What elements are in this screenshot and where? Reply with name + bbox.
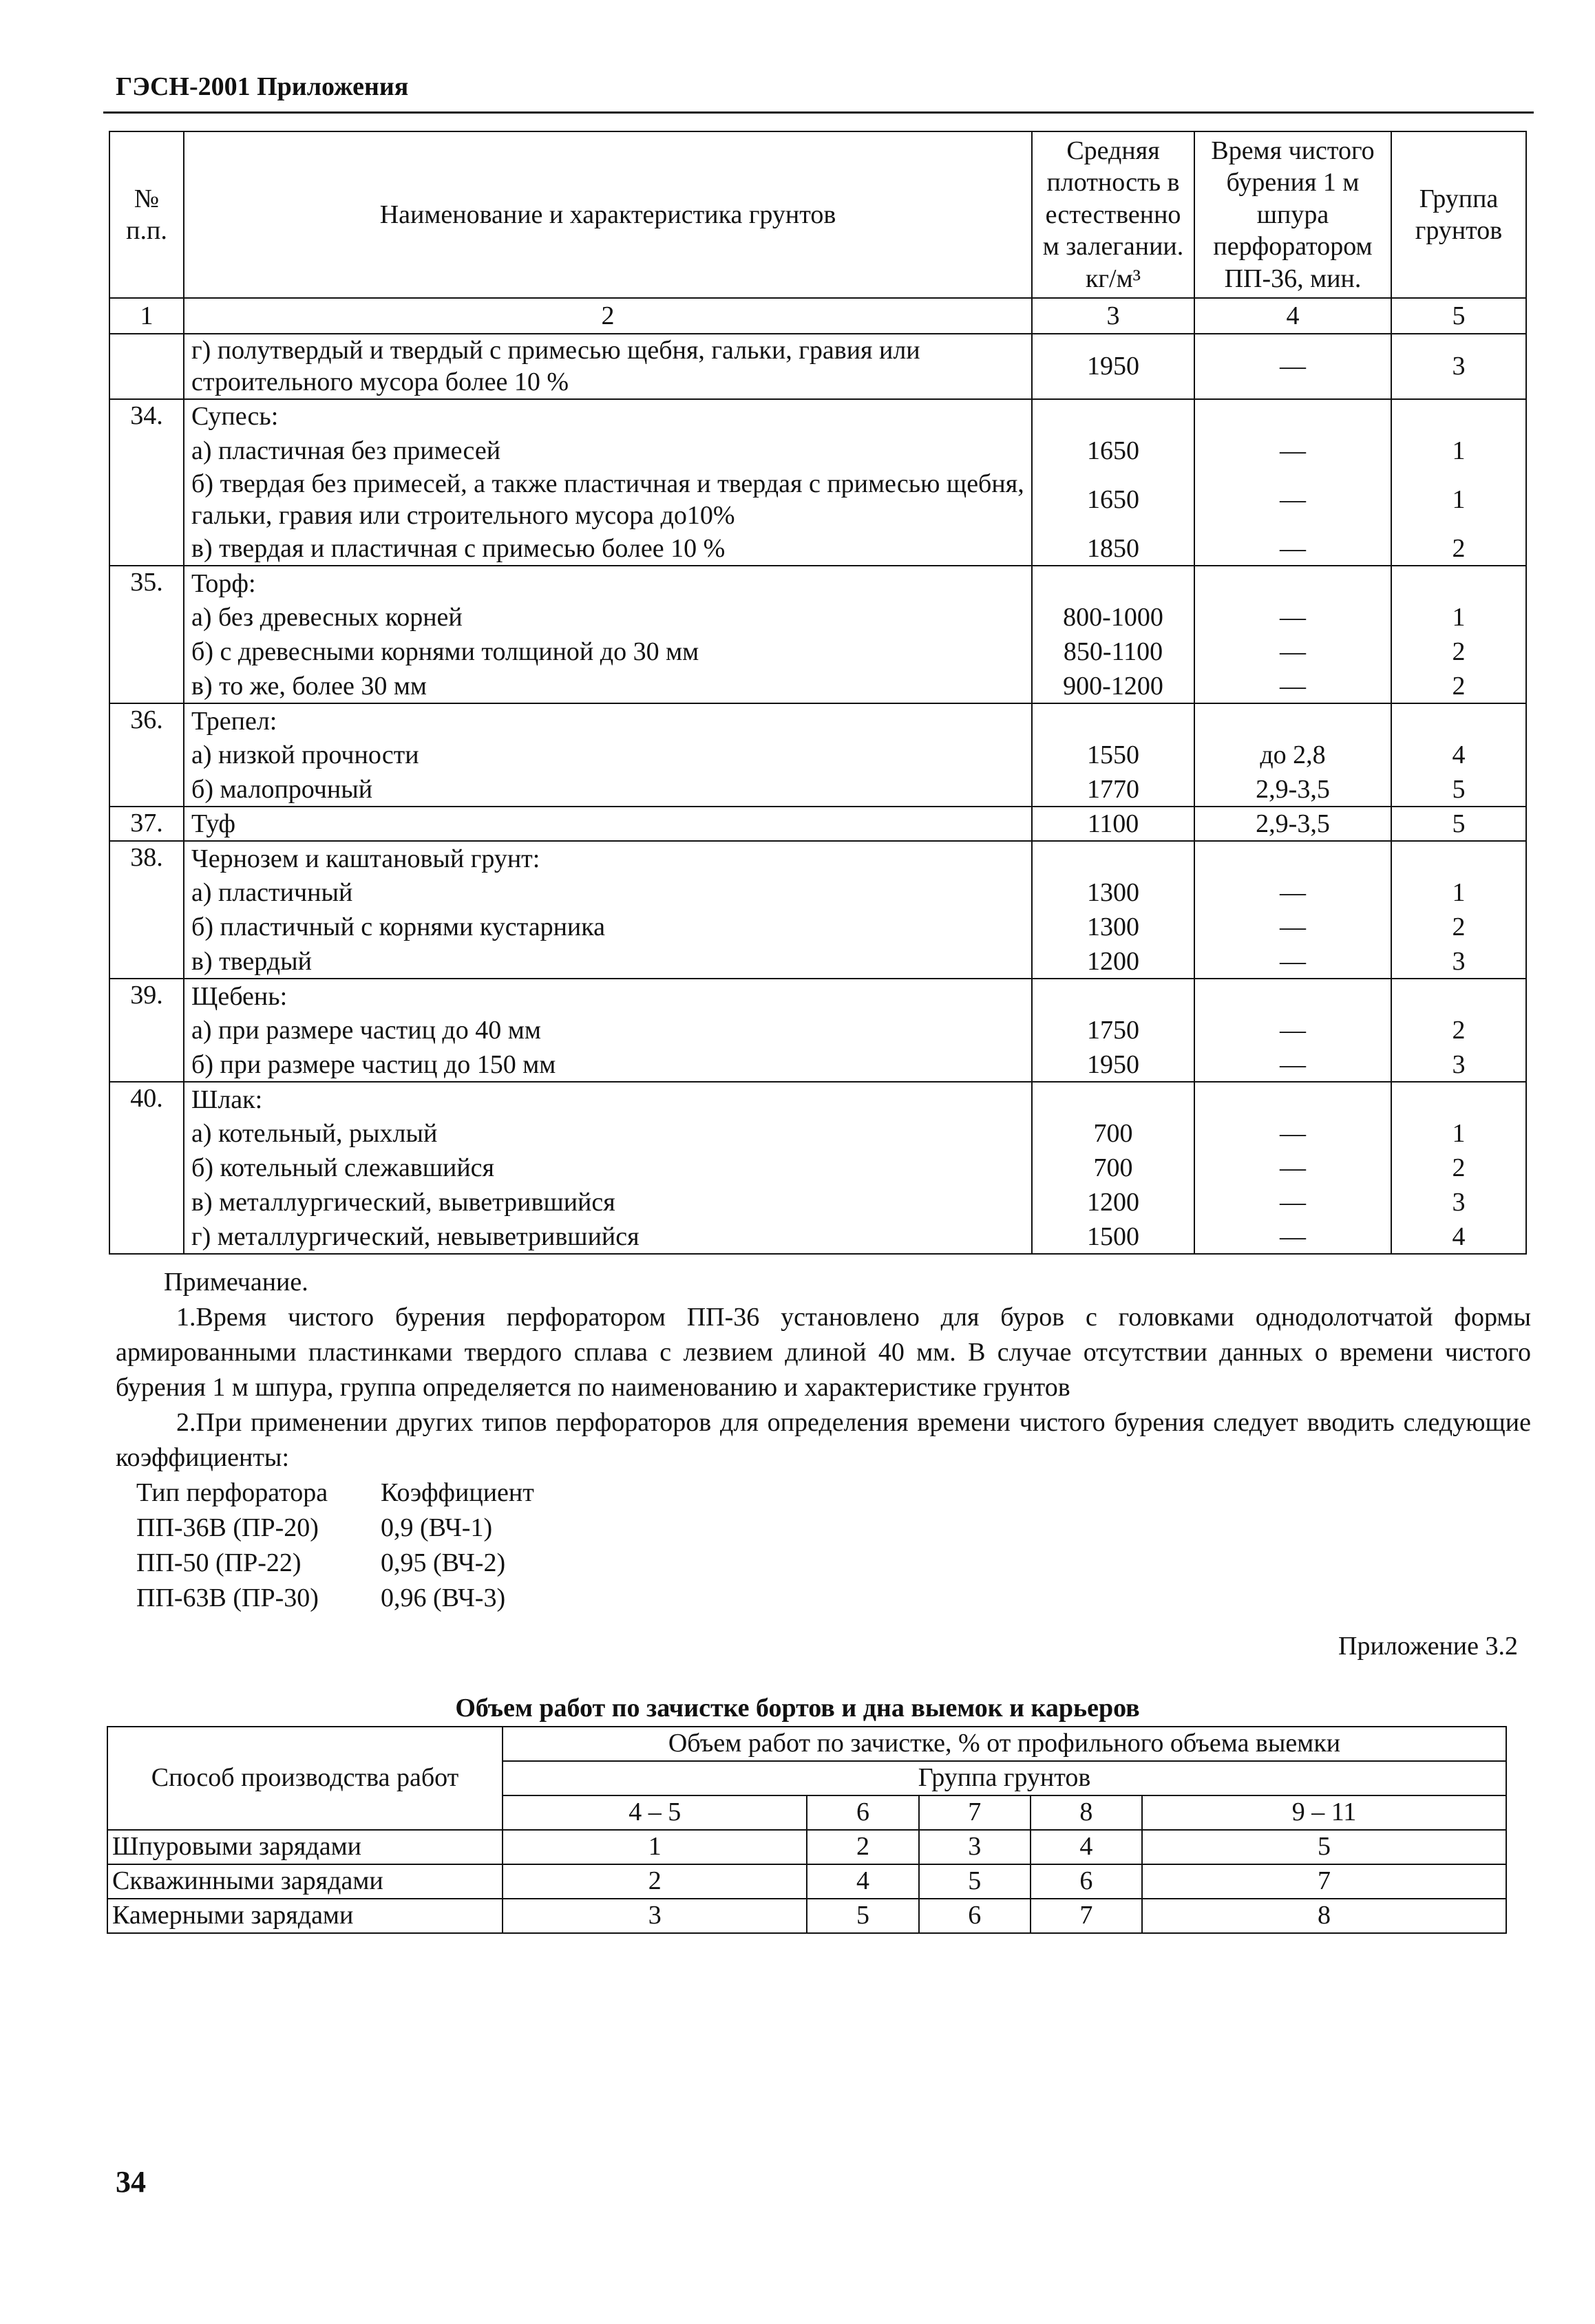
col-header-soil-group: Группа грунтов (503, 1761, 1506, 1795)
density-cell: 700 (1032, 1116, 1194, 1151)
drill-time-cell: до 2,8 (1194, 738, 1391, 772)
row-number-cell: 35. (109, 566, 184, 600)
density-cell (1032, 841, 1194, 875)
coefficient-header (136, 1475, 1531, 1511)
table-row (109, 1082, 1526, 1116)
table-row (109, 910, 1526, 944)
soil-group-cell: 3 (1391, 944, 1526, 979)
table-row (109, 635, 1526, 669)
row-number-cell (109, 944, 184, 979)
drill-time-cell (1194, 566, 1391, 600)
density-cell: 1300 (1032, 910, 1194, 944)
note-2: 2.При применении других типов перфораторов для определения времени чистого бурения следует вводить следующие коэффициенты: (116, 1408, 1531, 1472)
drill-time-cell: — (1194, 1047, 1391, 1082)
row-number-cell (109, 910, 184, 944)
volume-table (107, 1726, 1507, 1934)
density-cell: 850-1100 (1032, 635, 1194, 669)
page-number: 34 (116, 2165, 146, 2199)
soil-group-cell: 3 (1391, 1185, 1526, 1219)
drill-time-cell: — (1194, 334, 1391, 399)
density-cell: 1500 (1032, 1219, 1194, 1254)
value-cell: 5 (807, 1899, 918, 1933)
value-cell: 1 (503, 1830, 807, 1864)
row-number-cell (109, 669, 184, 703)
soil-group-cell (1391, 1082, 1526, 1116)
table-row (107, 1864, 1506, 1899)
method-cell: Скважинными зарядами (107, 1864, 503, 1899)
soil-name-cell: Шлак: (184, 1082, 1032, 1116)
drill-time-cell (1194, 399, 1391, 434)
soil-group-cell (1391, 841, 1526, 875)
density-cell (1032, 979, 1194, 1013)
table-row (109, 1013, 1526, 1047)
row-number-cell (109, 1116, 184, 1151)
soil-name-cell: Щебень: (184, 979, 1032, 1013)
row-number-cell (109, 1013, 184, 1047)
col-number: 5 (1391, 298, 1526, 334)
col-header-method: Способ производства работ (107, 1727, 503, 1830)
soil-group-cell (1391, 399, 1526, 434)
drill-time-cell: — (1194, 910, 1391, 944)
row-number-cell: 36. (109, 703, 184, 738)
density-cell: 1650 (1032, 434, 1194, 468)
drill-time-cell: — (1194, 1151, 1391, 1185)
soil-group-cell: 5 (1391, 772, 1526, 807)
density-cell: 1100 (1032, 807, 1194, 841)
row-number-cell (109, 468, 184, 532)
value-cell: 6 (1031, 1864, 1142, 1899)
table-row (109, 772, 1526, 807)
coef-value-header: Коэффициент (381, 1478, 534, 1507)
group-header: 9 – 11 (1142, 1795, 1506, 1830)
drill-time-cell: — (1194, 1219, 1391, 1254)
table-row (109, 807, 1526, 841)
table-row (109, 468, 1526, 532)
table-row (109, 979, 1526, 1013)
soil-group-cell: 1 (1391, 468, 1526, 532)
coef-type: ПП-63В (ПР-30) (136, 1584, 319, 1612)
soil-name-cell: в) твердый (184, 944, 1032, 979)
table-row (109, 669, 1526, 703)
row-number-cell (109, 1185, 184, 1219)
table-row (109, 1047, 1526, 1082)
value-cell: 6 (919, 1899, 1031, 1933)
col-number: 4 (1194, 298, 1391, 334)
drill-time-cell: — (1194, 468, 1391, 532)
soil-table (109, 131, 1527, 1255)
soil-name-cell: Чернозем и каштановый грунт: (184, 841, 1032, 875)
soil-group-cell: 2 (1391, 1013, 1526, 1047)
row-number-cell (109, 531, 184, 566)
soil-name-cell: б) при размере частиц до 150 мм (184, 1047, 1032, 1082)
table-row (109, 738, 1526, 772)
table-row (109, 434, 1526, 468)
col-header-volume: Объем работ по зачистке, % от профильного объема выемки (503, 1727, 1506, 1761)
drill-time-cell: — (1194, 635, 1391, 669)
table-row (109, 334, 1526, 399)
drill-time-cell: — (1194, 600, 1391, 635)
drill-time-cell: — (1194, 1116, 1391, 1151)
density-cell: 1200 (1032, 944, 1194, 979)
coef-type: ПП-50 (ПР-22) (136, 1548, 302, 1577)
soil-name-cell: в) твердая и пластичная с примесью более 10 % (184, 531, 1032, 566)
soil-group-cell: 1 (1391, 1116, 1526, 1151)
group-header: 7 (919, 1795, 1031, 1830)
table-row (109, 1151, 1526, 1185)
row-number-cell (109, 434, 184, 468)
density-cell: 1550 (1032, 738, 1194, 772)
soil-group-cell: 2 (1391, 669, 1526, 703)
row-number-cell (109, 635, 184, 669)
row-number-cell (109, 875, 184, 910)
soil-name-cell: г) полутвердый и твердый с примесью щебня, гальки, гравия или строительного мусора более 10 % (184, 334, 1032, 399)
density-cell: 1650 (1032, 468, 1194, 532)
soil-name-cell: а) пластичная без примесей (184, 434, 1032, 468)
value-cell: 5 (919, 1864, 1031, 1899)
density-cell: 900-1200 (1032, 669, 1194, 703)
row-number-cell: 40. (109, 1082, 184, 1116)
drill-time-cell: — (1194, 875, 1391, 910)
density-cell: 1770 (1032, 772, 1194, 807)
value-cell: 7 (1142, 1864, 1506, 1899)
soil-name-cell: б) котельный слежавшийся (184, 1151, 1032, 1185)
drill-time-cell: — (1194, 531, 1391, 566)
table-row (109, 1219, 1526, 1254)
soil-group-cell: 2 (1391, 531, 1526, 566)
density-cell: 800-1000 (1032, 600, 1194, 635)
value-cell: 2 (807, 1830, 918, 1864)
row-number-cell (109, 334, 184, 399)
value-cell: 4 (807, 1864, 918, 1899)
row-number-cell: 37. (109, 807, 184, 841)
soil-group-cell: 5 (1391, 807, 1526, 841)
soil-name-cell: б) малопрочный (184, 772, 1032, 807)
coef-type-header: Тип перфоратора (136, 1478, 328, 1507)
header-rule (103, 111, 1534, 114)
col-header-no: № п.п. (109, 131, 184, 298)
density-cell: 700 (1032, 1151, 1194, 1185)
drill-time-cell: 2,9-3,5 (1194, 772, 1391, 807)
soil-group-cell (1391, 703, 1526, 738)
drill-time-cell: — (1194, 669, 1391, 703)
col-header-group: Группа грунтов (1391, 131, 1526, 298)
value-cell: 8 (1142, 1899, 1506, 1933)
table-row (109, 399, 1526, 434)
soil-name-cell: а) пластичный (184, 875, 1032, 910)
coefficient-row (136, 1511, 1531, 1546)
method-cell: Шпуровыми зарядами (107, 1830, 503, 1864)
col-header-density (1032, 131, 1194, 298)
soil-group-cell: 3 (1391, 334, 1526, 399)
drill-time-cell (1194, 1082, 1391, 1116)
value-cell: 3 (503, 1899, 807, 1933)
row-number-cell (109, 738, 184, 772)
row-number-cell (109, 1047, 184, 1082)
soil-name-cell: б) с древесными корнями толщиной до 30 мм (184, 635, 1032, 669)
soil-name-cell: в) металлургический, выветрившийся (184, 1185, 1032, 1219)
density-cell: 1200 (1032, 1185, 1194, 1219)
row-number-cell (109, 1219, 184, 1254)
density-cell: 1950 (1032, 1047, 1194, 1082)
row-number-cell (109, 772, 184, 807)
drill-time-cell: — (1194, 944, 1391, 979)
coefficient-row (136, 1581, 1531, 1616)
soil-group-cell: 1 (1391, 875, 1526, 910)
value-cell: 3 (919, 1830, 1031, 1864)
soil-group-cell: 2 (1391, 1151, 1526, 1185)
density-cell: 1950 (1032, 334, 1194, 399)
soil-group-cell: 4 (1391, 738, 1526, 772)
table-row (109, 600, 1526, 635)
value-cell: 2 (503, 1864, 807, 1899)
method-cell: Камерными зарядами (107, 1899, 503, 1933)
table-row (109, 875, 1526, 910)
table-row (109, 944, 1526, 979)
coef-value: 0,96 (ВЧ-3) (381, 1584, 506, 1612)
running-title: ГЭСН-2001 Приложения (116, 72, 409, 101)
group-header: 4 – 5 (503, 1795, 807, 1830)
coefficient-row (136, 1546, 1531, 1581)
soil-group-cell: 4 (1391, 1219, 1526, 1254)
density-cell: 1750 (1032, 1013, 1194, 1047)
value-cell: 7 (1031, 1899, 1142, 1933)
table-row (109, 703, 1526, 738)
soil-group-cell: 1 (1391, 434, 1526, 468)
col-number: 3 (1032, 298, 1194, 334)
density-cell (1032, 566, 1194, 600)
drill-time-cell: 2,9-3,5 (1194, 807, 1391, 841)
row-number-cell (109, 1151, 184, 1185)
drill-time-cell: — (1194, 1185, 1391, 1219)
coef-value: 0,9 (ВЧ-1) (381, 1513, 493, 1542)
row-number-cell: 34. (109, 399, 184, 434)
soil-name-cell: б) твердая без примесей, а также пластичная и твердая с примесью щебня, гальки, гравия или строительного мусора до10% (184, 468, 1032, 532)
col-number: 2 (184, 298, 1032, 334)
soil-group-cell (1391, 566, 1526, 600)
coefficient-list (136, 1475, 1531, 1616)
coef-value: 0,95 (ВЧ-2) (381, 1548, 506, 1577)
volume-table-title: Объем работ по зачистке бортов и дна выемок и карьеров (455, 1694, 1140, 1723)
drill-time-cell: — (1194, 434, 1391, 468)
soil-group-cell (1391, 979, 1526, 1013)
table-row (107, 1899, 1506, 1933)
appendix-label: Приложение 3.2 (1338, 1632, 1518, 1661)
soil-group-cell: 2 (1391, 635, 1526, 669)
drill-time-cell: — (1194, 1013, 1391, 1047)
soil-name-cell: Туф (184, 807, 1032, 841)
soil-name-cell: Супесь: (184, 399, 1032, 434)
note-1: 1.Время чистого бурения перфоратором ПП-36 установлено для буров с головками однодолотчатой формы армированными пластинками твердого сплава с лезвием длиной 40 мм. В случае отсутствии данных о времени чистого бурения 1 м шпура, группа определяется по наименованию и характеристике грунтов (116, 1303, 1531, 1402)
column-number-row (109, 298, 1526, 334)
density-cell (1032, 399, 1194, 434)
soil-group-cell: 3 (1391, 1047, 1526, 1082)
table-row (109, 1116, 1526, 1151)
soil-name-cell: а) при размере частиц до 40 мм (184, 1013, 1032, 1047)
table-row (107, 1830, 1506, 1864)
group-header: 6 (807, 1795, 918, 1830)
col-header-density-text: Средняя плотность в естественно м залегании. кг/м³ (1042, 136, 1184, 293)
value-cell: 5 (1142, 1830, 1506, 1864)
soil-name-cell: в) то же, более 30 мм (184, 669, 1032, 703)
density-cell: 1850 (1032, 531, 1194, 566)
table-row (109, 566, 1526, 600)
table-row (109, 531, 1526, 566)
col-header-name: Наименование и характеристика грунтов (184, 131, 1032, 298)
row-number-cell: 38. (109, 841, 184, 875)
table-row (109, 841, 1526, 875)
group-header: 8 (1031, 1795, 1142, 1830)
drill-time-cell (1194, 703, 1391, 738)
soil-name-cell: а) без древесных корней (184, 600, 1032, 635)
value-cell: 4 (1031, 1830, 1142, 1864)
density-cell: 1300 (1032, 875, 1194, 910)
col-header-drill-time: Время чистого бурения 1 м шпура перфоратором ПП-36, мин. (1194, 131, 1391, 298)
density-cell (1032, 703, 1194, 738)
table-row (109, 1185, 1526, 1219)
soil-name-cell: а) низкой прочности (184, 738, 1032, 772)
soil-name-cell: Трепел: (184, 703, 1032, 738)
soil-name-cell: б) пластичный с корнями кустарника (184, 910, 1032, 944)
coef-type: ПП-36В (ПР-20) (136, 1513, 319, 1542)
notes-section (116, 1265, 1531, 1616)
row-number-cell: 39. (109, 979, 184, 1013)
density-cell (1032, 1082, 1194, 1116)
soil-name-cell: г) металлургический, невыветрившийся (184, 1219, 1032, 1254)
drill-time-cell (1194, 841, 1391, 875)
notes-title: Примечание. (164, 1268, 308, 1297)
row-number-cell (109, 600, 184, 635)
soil-name-cell: а) котельный, рыхлый (184, 1116, 1032, 1151)
soil-group-cell: 1 (1391, 600, 1526, 635)
soil-group-cell: 2 (1391, 910, 1526, 944)
drill-time-cell (1194, 979, 1391, 1013)
col-number: 1 (109, 298, 184, 334)
soil-name-cell: Торф: (184, 566, 1032, 600)
